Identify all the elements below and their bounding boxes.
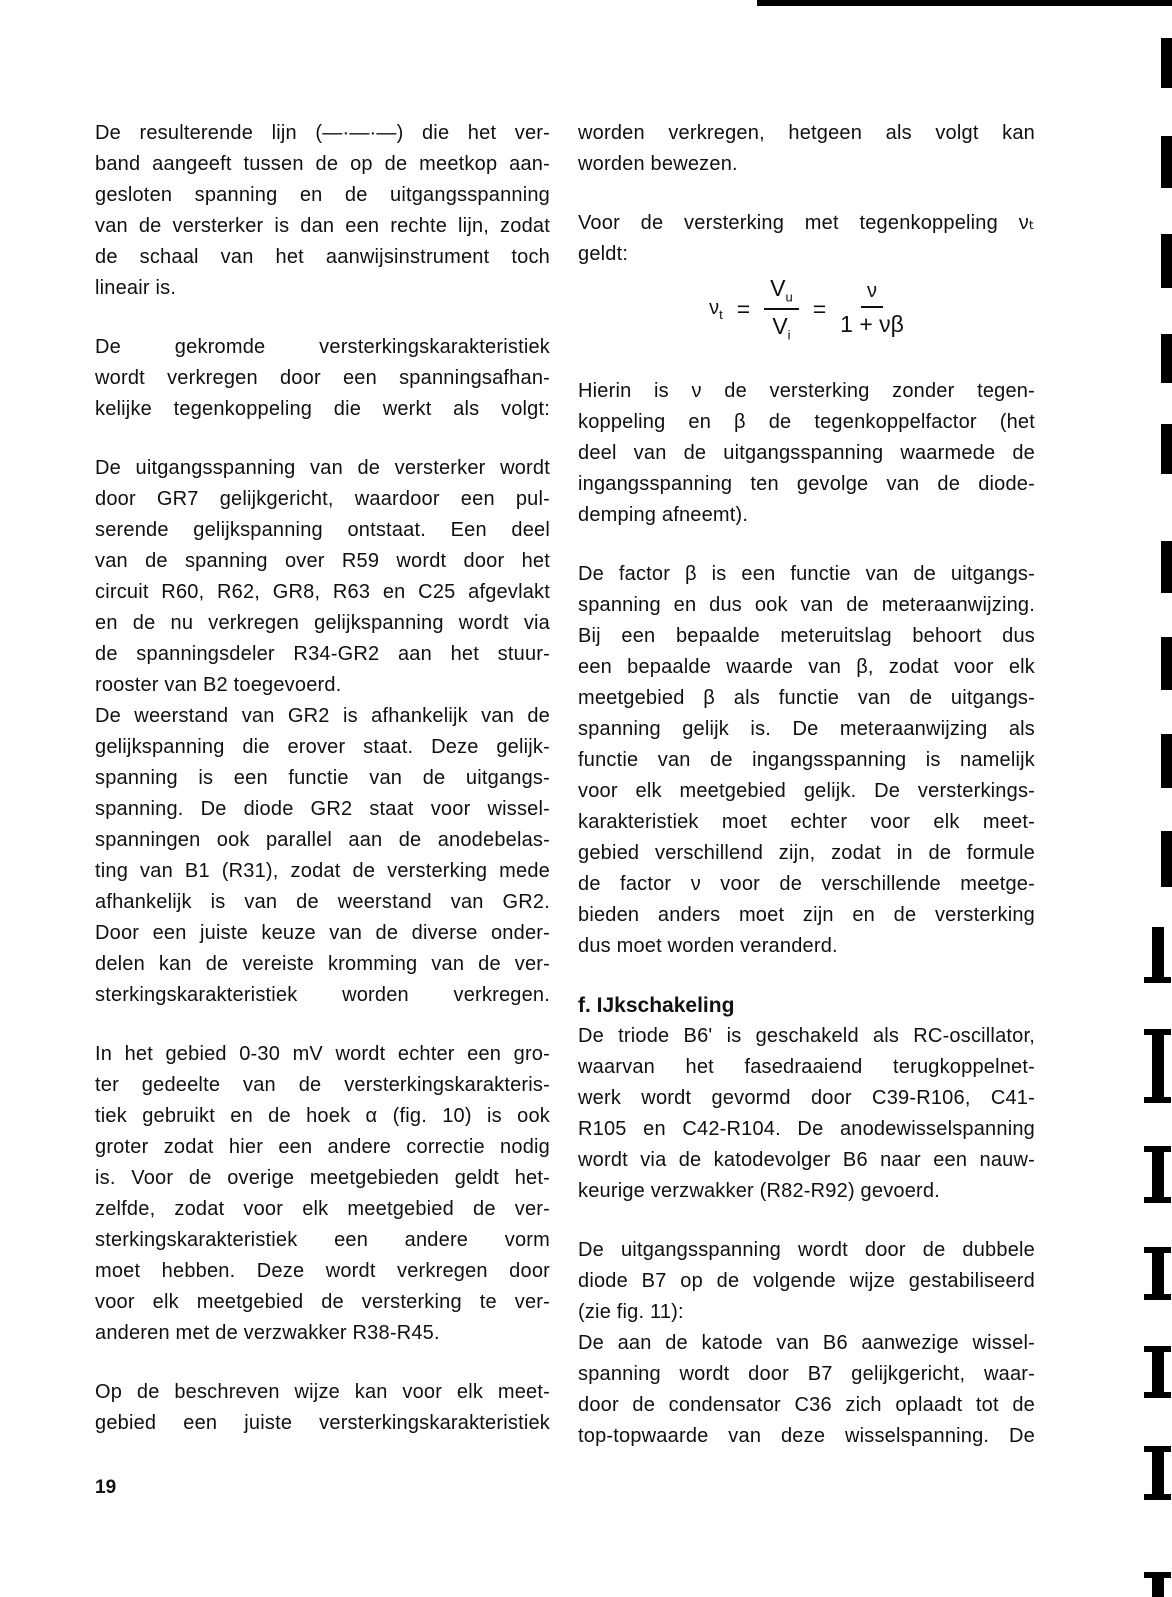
text-line: De gekromde versterkingskarakteristiek — [95, 336, 550, 358]
binding-mark-cap — [1144, 1146, 1171, 1152]
paragraph — [95, 701, 550, 1011]
binding-mark — [1161, 136, 1172, 188]
text-line: De resulterende lijn (—·—·—) die het ver- — [95, 122, 550, 144]
text-line: tiek gebruikt en de hoek α (fig. 10) is ook — [95, 1105, 550, 1127]
text-line: wordt via de katodevolger B6 naar een nauw- — [578, 1149, 1035, 1171]
binding-mark-cap — [1144, 1247, 1171, 1253]
binding-mark — [1161, 334, 1172, 383]
paragraph — [578, 208, 1035, 270]
text-line: De factor β is een functie van de uitgangs- — [578, 563, 1035, 585]
text-line: functie van de ingangsspanning is namelijk — [578, 749, 1035, 771]
text-line: gebied een juiste versterkingskarakteristiek — [95, 1412, 550, 1434]
text-line: (zie fig. 11): — [578, 1301, 684, 1323]
section-heading: f. IJkschakeling — [578, 994, 735, 1017]
binding-mark — [1161, 831, 1172, 887]
binding-mark-stem — [1152, 1146, 1164, 1203]
text-line: voor elk meetgebied gelijk. De versterkings- — [578, 780, 1035, 802]
text-line: Op de beschreven wijze kan voor elk meet- — [95, 1381, 550, 1403]
text-line: Door een juiste keuze van de diverse onder- — [95, 922, 550, 944]
text-line: en de nu verkregen gelijkspanning wordt via — [95, 612, 550, 634]
text-line: spanning gelijk is. De meteraanwijzing als — [578, 718, 1035, 740]
paragraph — [578, 118, 1035, 180]
paragraph — [578, 1235, 1035, 1328]
binding-mark-stem — [1152, 1446, 1164, 1500]
binding-mark-cap — [1144, 1294, 1171, 1300]
text-line: worden verkregen, hetgeen als volgt kan — [578, 122, 1035, 144]
text-line: ingangsspanning ten gevolge van de diode- — [578, 473, 1035, 495]
text-line: delen kan de vereiste kromming van de ver- — [95, 953, 550, 975]
text-line: band aangeeft tussen de op de meetkop aan- — [95, 153, 550, 175]
binding-mark — [1161, 424, 1172, 474]
equals-sign: = — [736, 295, 751, 322]
text-line: top-topwaarde van deze wisselspanning. De — [578, 1425, 1035, 1447]
text-line: gelijkspanning die erover staat. Deze gelijk- — [95, 736, 550, 758]
binding-mark-cap — [1144, 1197, 1171, 1203]
text-line: deel van de uitgangsspanning waarmede de — [578, 442, 1035, 464]
text-line: gebied verschillend zijn, zodat in de formule — [578, 842, 1035, 864]
text-line: anderen met de verzwakker R38-R45. — [95, 1322, 440, 1344]
fraction-numerator: $V_u$ — [764, 275, 799, 310]
right-text-column — [578, 118, 1035, 1452]
left-text-column — [95, 118, 550, 1439]
binding-mark-cap — [1144, 1392, 1171, 1398]
text-line: In het gebied 0-30 mV wordt echter een gro- — [95, 1043, 550, 1065]
text-line: de schaal van het aanwijsinstrument toch — [95, 246, 550, 268]
text-line: geldt: — [578, 243, 629, 265]
binding-mark-stem — [1152, 927, 1164, 983]
paragraph — [95, 1377, 550, 1439]
feedback-gain-formula — [578, 270, 1035, 348]
binding-mark — [1144, 1572, 1171, 1597]
paragraph — [95, 332, 550, 425]
text-line: kelijke tegenkoppeling die werkt als volgt: — [95, 398, 550, 420]
text-line: wordt verkregen door een spanningsafhan- — [95, 367, 550, 389]
binding-mark — [1144, 927, 1171, 983]
binding-mark-cap — [1144, 977, 1171, 983]
paragraph — [95, 453, 550, 701]
text-line: karakteristiek moet echter voor elk meet- — [578, 811, 1035, 833]
formula-lhs: $\nu_t$ — [709, 296, 723, 322]
binding-mark-cap — [1144, 1446, 1171, 1452]
binding-mark — [1161, 734, 1172, 788]
text-line: Bij een bepaalde meteruitslag behoort dus — [578, 625, 1035, 647]
binding-mark-cap — [1144, 1494, 1171, 1500]
binding-mark — [1161, 637, 1172, 690]
text-line: De uitgangsspanning wordt door de dubbele — [578, 1239, 1035, 1261]
text-line: dus moet worden veranderd. — [578, 935, 838, 957]
binding-mark — [1161, 38, 1172, 88]
text-line: koppeling en β de tegenkoppelfactor (het — [578, 411, 1035, 433]
fraction-vu-vi — [764, 275, 799, 342]
text-line: ting van B1 (R31), zodat de versterking mede — [95, 860, 550, 882]
text-line: afhankelijk is van de weerstand van GR2. — [95, 891, 550, 913]
text-line: Voor de versterking met tegenkoppeling νₜ — [578, 212, 1035, 234]
text-line: sterkingskarakteristiek een andere vorm — [95, 1229, 550, 1251]
text-line: sterkingskarakteristiek worden verkregen. — [95, 984, 550, 1006]
paragraph — [95, 1039, 550, 1349]
paragraph — [578, 1021, 1035, 1207]
text-line: spanning wordt door B7 gelijkgericht, waar- — [578, 1363, 1035, 1385]
binding-mark — [1144, 1446, 1171, 1500]
binding-mark — [1161, 234, 1172, 288]
binding-mark-cap — [1144, 1346, 1171, 1352]
paragraph — [578, 559, 1035, 962]
text-line: is. Voor de overige meetgebieden geldt het- — [95, 1167, 550, 1189]
binding-mark-cap — [1144, 1097, 1171, 1103]
text-line: Hierin is ν de versterking zonder tegen- — [578, 380, 1035, 402]
text-line: serende gelijkspanning ontstaat. Een deel — [95, 519, 550, 541]
text-line: zelfde, zodat voor elk meetgebied de ver- — [95, 1198, 550, 1220]
text-line: groter zodat hier een andere correctie nodig — [95, 1136, 550, 1158]
text-line: de factor ν voor de verschillende meetge- — [578, 873, 1035, 895]
paragraph — [578, 376, 1035, 531]
text-line: R105 en C42-R104. De anodewisselspanning — [578, 1118, 1035, 1140]
text-line: een bepaalde waarde van β, zodat voor elk — [578, 656, 1035, 678]
text-line: spanning. De diode GR2 staat voor wissel- — [95, 798, 550, 820]
binding-mark-stem — [1152, 1247, 1164, 1300]
paragraph — [578, 1328, 1035, 1452]
fraction-numerator: ν — [861, 280, 883, 308]
text-line: circuit R60, R62, GR8, R63 en C25 afgevlakt — [95, 581, 550, 603]
scan-top-bar — [757, 0, 1172, 6]
text-line: ter gedeelte van de versterkingskarakteris- — [95, 1074, 550, 1096]
text-line: van de versterker is dan een rechte lijn, zodat — [95, 215, 550, 237]
text-line: keurige verzwakker (R82-R92) gevoerd. — [578, 1180, 940, 1202]
binding-mark — [1144, 1029, 1171, 1103]
text-line: spanningen ook parallel aan de anodebelas- — [95, 829, 550, 851]
text-line: meetgebied β als functie van de uitgangs- — [578, 687, 1035, 709]
text-line: rooster van B2 toegevoerd. — [95, 674, 342, 696]
binding-mark-stem — [1152, 1029, 1164, 1103]
text-line: De aan de katode van B6 aanwezige wissel- — [578, 1332, 1035, 1354]
text-line: voor elk meetgebied de versterking te ver- — [95, 1291, 550, 1313]
text-line: van de spanning over R59 wordt door het — [95, 550, 550, 572]
text-line: bieden anders moet zijn en de versterking — [578, 904, 1035, 926]
binding-mark — [1144, 1346, 1171, 1398]
text-line: door GR7 gelijkgericht, waardoor een pul- — [95, 488, 550, 510]
binding-mark-stem — [1152, 1346, 1164, 1398]
paragraph — [95, 118, 550, 304]
text-line: spanning is een functie van de uitgangs- — [95, 767, 550, 789]
equals-sign: = — [812, 295, 827, 322]
text-line: worden bewezen. — [578, 153, 738, 175]
text-line: De triode B6' is geschakeld als RC-oscillator, — [578, 1025, 1035, 1047]
fraction-feedback — [840, 280, 904, 338]
text-line: De uitgangsspanning van de versterker wordt — [95, 457, 550, 479]
text-line: gesloten spanning en de uitgangsspanning — [95, 184, 550, 206]
text-line: demping afneemt). — [578, 504, 749, 526]
text-line: de spanningsdeler R34-GR2 aan het stuur- — [95, 643, 550, 665]
text-line: waarvan het fasedraaiend terugkoppelnet- — [578, 1056, 1035, 1078]
binding-mark-cap — [1144, 1572, 1171, 1578]
page-number: 19 — [95, 1477, 117, 1498]
binding-mark-cap — [1144, 1029, 1171, 1035]
binding-mark — [1144, 1146, 1171, 1203]
text-line: werk wordt gevormd door C39-R106, C41- — [578, 1087, 1035, 1109]
text-line: spanning en dus ook van de meteraanwijzing. — [578, 594, 1035, 616]
binding-mark — [1161, 541, 1172, 593]
text-line: door de condensator C36 zich oplaadt tot de — [578, 1394, 1035, 1416]
fraction-denominator: $V_i$ — [772, 313, 791, 343]
text-line: De weerstand van GR2 is afhankelijk van de — [95, 705, 550, 727]
binding-mark — [1144, 1247, 1171, 1300]
fraction-denominator: 1 + νβ — [840, 311, 904, 337]
text-line: lineair is. — [95, 277, 177, 299]
text-line: moet hebben. Deze wordt verkregen door — [95, 1260, 550, 1282]
text-line: diode B7 op de volgende wijze gestabiliseerd — [578, 1270, 1035, 1292]
